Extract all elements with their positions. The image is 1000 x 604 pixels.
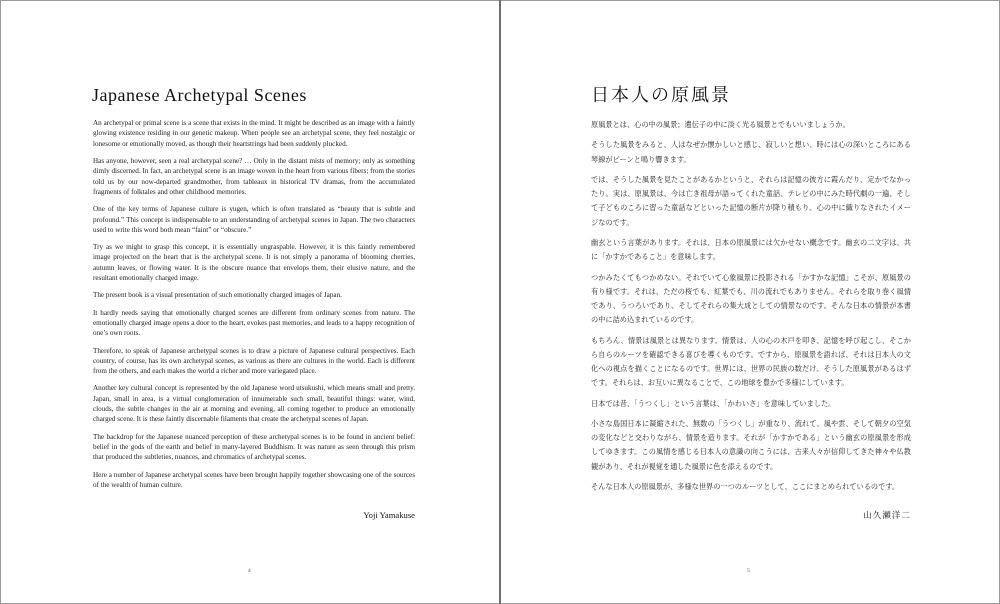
page-number-left: 4 xyxy=(248,568,251,574)
author-signature-japanese: 山久瀬洋二 xyxy=(863,511,911,521)
left-page xyxy=(0,0,499,604)
paragraph: An archetypal or primal scene is a scene that exists in the mind. It might be described as an image with a faintly glowing existence residing in our genetic makeup. When people see an archetypal scene, they feel nostalgic or lonesome or emotionally moved, as though their heartstrings had been suddenly plucked. xyxy=(93,119,415,148)
paragraph: Try as we might to grasp this concept, it is essentially ungraspable. However, it is this faintly remembered image projected on the heart that is the archetypal scene. It is not simply a panorama of blooming cherries, autumn leaves, or flowing water. It is the obscure nuance that envelops them, their elusive nature, and the resultant emotionally charged image. xyxy=(93,243,415,283)
paragraph: そんな日本人の原風景が、多様な世界の一つのルーツとして、ここにまとめられているのです。 xyxy=(591,481,900,491)
author-signature-english: Yoji Yamakuse xyxy=(363,510,415,520)
right-page xyxy=(501,0,1000,604)
english-essay-body xyxy=(93,118,415,497)
paragraph: 幽玄という言葉があります。それは、日本の原風景には欠かせない概念です。幽玄の二文字は、共に「かすかであること」を意味します。 xyxy=(591,237,911,262)
paragraph: では、そうした風景を見たことがあるかというと、それらは記憶の彼方に霞んだり、定かでなかったり。実は、原風景は、今は亡き祖母が語ってくれた童話、テレビの中にみた時代劇の一遍、そして子どものころに習った童話などといった記憶の断片が降り積もり、心の中に織りなされたイメージなのです。 xyxy=(591,174,911,227)
paragraph: つかみたくてもつかめない。それでいて心象風景に投影される「かすかな記憶」こそが、原風景の有り様です。それは、ただの桜でも、紅葉でも、川の流れでもありません。それらを取り巻く風情であり、うつろいであり、そしてそれらの集大成としての情景なのです。そんな日本の情景が本書の中に詰め込まれているのです。 xyxy=(591,272,911,325)
paragraph: One of the key terms of Japanese culture is yugen, which is often translated as “beauty that is subtle and profound.” This concept is indispensable to an understanding of archetypal scenes in Japan. The two characters used to write this word both mean “faint” or “obscure.” xyxy=(93,205,415,234)
japanese-essay-body xyxy=(591,118,911,500)
paragraph: もちろん、情景は風景とは異なります。情景は、人の心の木戸を叩き、記憶を呼び起こし、そこから自らのルーツを確認できる喜びを導くものです。ですから、原風景を語れば、それは日本人の文化への視点を描くことになるのです。世界には、世界の民族の数だけ、そうした原風景があるはずです。それらは、お互いに異なることで、この地球を豊かで多様にしています。 xyxy=(591,335,911,388)
page-number-right: 5 xyxy=(747,568,750,574)
paragraph: 原風景とは、心の中の風景；遺伝子の中に淡く光る風景とでもいいましょうか。 xyxy=(591,120,850,129)
paragraph: It hardly needs saying that emotionally charged scenes are different from ordinary scenes from nature. The emotionally charged image opens a door to the heart, evokes past memories, and leads to a happy recognition of one’s own roots. xyxy=(93,308,415,338)
paragraph: Therefore, to speak of Japanese archetypal scenes is to draw a picture of Japanese cultural perspectives. Each country, of course, has its own archetypal scenes, as various as there are cultures in the world. Each is different from the others, and each makes the world a richer and more variegated place. xyxy=(93,346,415,376)
paragraph: 小さな島国日本に凝縮された、無数の「うつくし」が重なり、流れて、風や雲、そして朝夕の空気の変化などと交わりながら、情景を造ります。それが「かすかである」という幽玄の原風景を形成してゆきます。この風情を感じる日本人の意識の向こうには、古来人々が信仰してきた神々や仏教観があり、それが視覚を通した風景に色を添えるのです。 xyxy=(591,418,911,471)
paragraph: The backdrop for the Japanese nuanced perception of these archetypal scenes is to be found in ancient belief: belief in the gods of the earth and belief in many-layered Buddhism. It was nature as seen through this prism that produced the subtleties, nuances, and chromatics of archetypal scenes. xyxy=(93,432,415,462)
page-title-japanese: 日本人の原風景 xyxy=(591,85,731,106)
paragraph: The present book is a visual presentation of such emotionally charged images of Japan. xyxy=(93,291,342,300)
paragraph: Here a number of Japanese archetypal scenes have been brought happily together showcasing one of the sources of the wealth of human culture. xyxy=(93,470,415,489)
paragraph: Has anyone, however, seen a real archetypal scene? … Only in the distant mists of memory; only as something dimly discerned. In fact, an archetypal scene is an image woven in the heart from various fibers; from the stories told us by our now-departed grandmother, from tableaux in historical TV dramas, from the accumulated fragments of folktales and other childhood memories. xyxy=(93,156,415,196)
paragraph: 日本では昔、「うつくし」という言葉は、「かわいさ」を意味していました。 xyxy=(591,398,836,408)
paragraph: Another key cultural concept is represented by the old Japanese word utsukushi, which means small and pretty. Japan, small in area, is a virtual conglomeration of innumerable such small, beautiful things: water, wind, clouds, the subtle changes in the air at morning and evening, all coming together to produce an emotionally charged scene. It is these faintly discernable filaments that create the archetypal scenes of Japan. xyxy=(93,384,415,424)
paragraph: そうした風景をみると、人はなぜか懐かしいと感じ、寂しいと想い、時には心の深いところにある琴線がピーンと鳴り響きます。 xyxy=(591,140,911,164)
page-title-english: Japanese Archetypal Scenes xyxy=(92,85,307,105)
